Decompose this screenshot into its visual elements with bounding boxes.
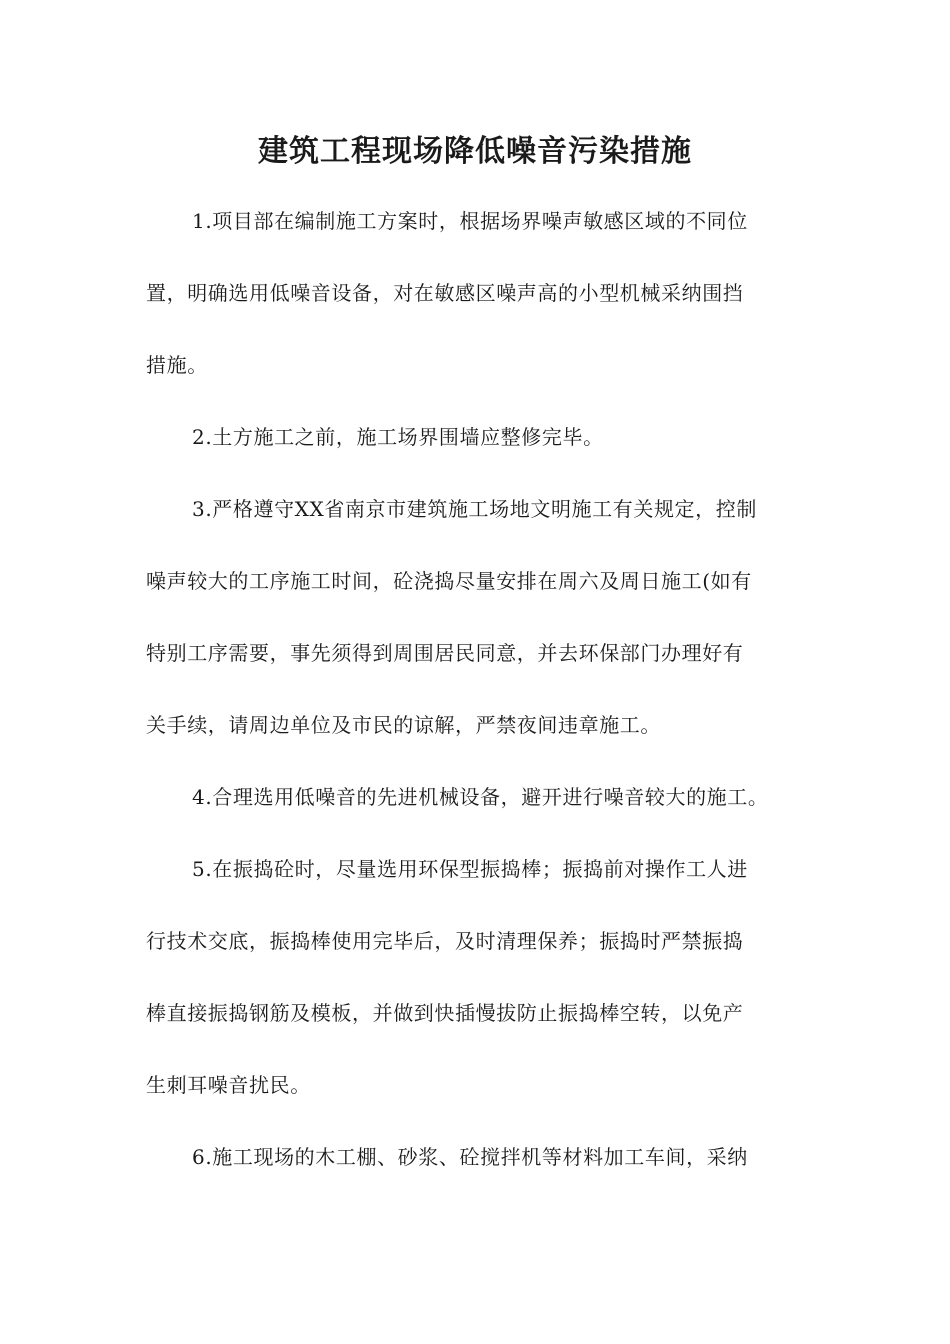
document-title: 建筑工程现场降低噪音污染措施 (258, 134, 692, 169)
paragraph-3-line-1: 3.严格遵守XX省南京市建筑施工场地文明施工有关规定，控制 (192, 497, 757, 521)
paragraph-1-line-3: 措施。 (146, 353, 208, 377)
paragraph-5-line-4: 生刺耳噪音扰民。 (146, 1073, 311, 1097)
paragraph-2-line-1: 2.土方施工之前，施工场界围墙应整修完毕。 (192, 425, 604, 449)
paragraph-3-line-2: 噪声较大的工序施工时间，砼浇捣尽量安排在周六及周日施工(如有 (146, 569, 752, 593)
paragraph-5-line-2: 行技术交底，振捣棒使用完毕后，及时清理保养；振捣时严禁振捣 (146, 929, 744, 953)
paragraph-6-line-1: 6.施工现场的木工棚、砂浆、砼搅拌机等材料加工车间，采纳 (192, 1145, 748, 1169)
paragraph-3-line-3: 特别工序需要，事先须得到周围居民同意，并去环保部门办理好有 (146, 641, 744, 665)
paragraph-5-line-3: 棒直接振捣钢筋及模板，并做到快插慢拔防止振捣棒空转，以免产 (146, 1001, 744, 1025)
document-body (146, 196, 806, 1204)
paragraph-3-line-4: 关手续，请周边单位及市民的谅解，严禁夜间违章施工。 (146, 713, 661, 737)
paragraph-1-line-2: 置，明确选用低噪音设备，对在敏感区噪声高的小型机械采纳围挡 (146, 281, 744, 305)
paragraph-1-line-1: 1.项目部在编制施工方案时，根据场界噪声敏感区域的不同位 (192, 209, 748, 233)
paragraph-4-line-1: 4.合理选用低噪音的先进机械设备，避开进行噪音较大的施工。 (192, 785, 769, 809)
paragraph-5-line-1: 5.在振捣砼时，尽量选用环保型振捣棒；振捣前对操作工人进 (192, 857, 748, 881)
